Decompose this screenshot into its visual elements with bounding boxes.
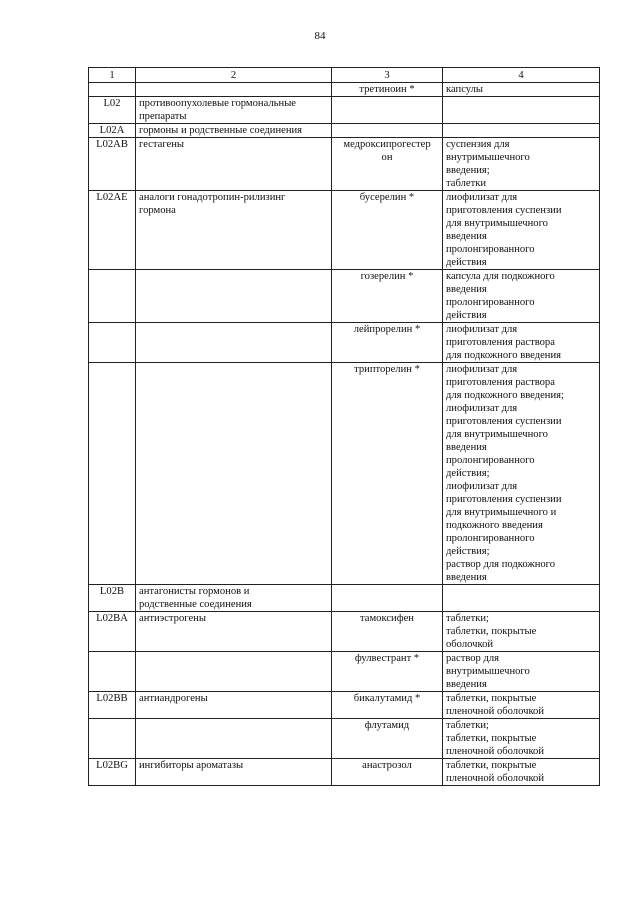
cell-text-line: внутримышечного (446, 152, 530, 163)
atc-code-cell: L02BG (89, 759, 136, 786)
drug-name-cell (332, 270, 443, 323)
column-header: 2 (136, 68, 332, 83)
cell-text-line: для внутримышечного (446, 218, 548, 229)
group-name-cell (136, 138, 332, 191)
cell-text-line: пролонгированного (446, 244, 535, 255)
dosage-form-cell (443, 759, 600, 786)
cell-text-line: капсула для подкожного (446, 271, 555, 282)
dosage-form-cell (443, 585, 600, 612)
cell-text-line: для внутримышечного (446, 429, 548, 440)
cell-text-line: оболочкой (446, 639, 494, 650)
dosage-form-cell (443, 612, 600, 652)
cell-text-line: приготовления суспензии (446, 416, 562, 427)
atc-code-cell: L02AB (89, 138, 136, 191)
group-name-cell (136, 612, 332, 652)
dosage-form-cell (443, 323, 600, 363)
drug-name-cell (332, 83, 443, 97)
dosage-form-cell (443, 652, 600, 692)
drug-name-cell (332, 124, 443, 138)
cell-text-line: капсулы (446, 84, 484, 95)
drug-table (88, 67, 600, 786)
cell-text-line: введения; (446, 165, 490, 176)
group-name-cell (136, 652, 332, 692)
group-name-cell (136, 585, 332, 612)
group-name-cell (136, 270, 332, 323)
drug-name-cell (332, 585, 443, 612)
drug-name-cell (332, 652, 443, 692)
cell-text-line: таблетки (446, 178, 487, 189)
table-row (89, 612, 600, 652)
table-body (89, 83, 600, 786)
cell-text-line: трипторелин * (354, 364, 420, 375)
atc-code-cell: L02 (89, 97, 136, 124)
cell-text-line: пленочной оболочкой (446, 706, 545, 717)
drug-name-cell (332, 191, 443, 270)
drug-name-cell (332, 719, 443, 759)
cell-text-line: подкожного введения (446, 520, 543, 531)
cell-text-line: бикалутамид * (353, 693, 421, 704)
group-name-cell (136, 97, 332, 124)
dosage-form-cell (443, 719, 600, 759)
cell-text-line: он (381, 152, 393, 163)
cell-text-line: для подкожного введения (446, 350, 562, 361)
cell-text-line: введения (446, 231, 487, 242)
cell-text-line: гормоны и родственные соединения (139, 125, 303, 136)
cell-text-line: внутримышечного (446, 666, 530, 677)
dosage-form-cell (443, 363, 600, 585)
cell-text-line: пролонгированного (446, 297, 535, 308)
cell-text-line: гестагены (139, 139, 185, 150)
atc-code-cell: L02BA (89, 612, 136, 652)
group-name-cell (136, 759, 332, 786)
table-row (89, 124, 600, 138)
group-name-cell (136, 363, 332, 585)
cell-text-line: пролонгированного (446, 533, 535, 544)
table-header-row (89, 68, 600, 83)
table-row (89, 138, 600, 191)
atc-code-cell (89, 270, 136, 323)
cell-text-line: для подкожного введения; (446, 390, 564, 401)
dosage-form-cell (443, 124, 600, 138)
cell-text-line: действия (446, 257, 487, 268)
drug-name-cell (332, 138, 443, 191)
group-name-cell (136, 323, 332, 363)
atc-code-cell (89, 652, 136, 692)
cell-text-line: флутамид (364, 720, 410, 731)
cell-text-line: лиофилизат для (446, 364, 518, 375)
column-header: 1 (89, 68, 136, 83)
cell-text-line: приготовления раствора (446, 377, 555, 388)
cell-text-line: лиофилизат для (446, 192, 518, 203)
cell-text-line: антагонисты гормонов и (139, 586, 250, 597)
cell-text-line: лиофилизат для (446, 481, 518, 492)
drug-name-cell (332, 612, 443, 652)
table-row (89, 585, 600, 612)
cell-text-line: лиофилизат для (446, 403, 518, 414)
table-row (89, 363, 600, 585)
table-row (89, 652, 600, 692)
cell-text-line: пленочной оболочкой (446, 773, 545, 784)
cell-text-line: антиандрогены (139, 693, 208, 704)
dosage-form-cell (443, 138, 600, 191)
atc-code-cell (89, 363, 136, 585)
atc-code-cell: L02B (89, 585, 136, 612)
cell-text-line: введения (446, 679, 487, 690)
cell-text-line: гормона (139, 205, 176, 216)
cell-text-line: лиофилизат для (446, 324, 518, 335)
column-header: 4 (443, 68, 600, 83)
cell-text-line: противоопухолевые гормональные (139, 98, 297, 109)
drug-name-cell (332, 97, 443, 124)
cell-text-line: фулвестрант * (354, 653, 420, 664)
cell-text-line: введения (446, 572, 487, 583)
cell-text-line: суспензия для (446, 139, 510, 150)
group-name-cell (136, 83, 332, 97)
cell-text-line: аналоги гонадотропин-рилизинг (139, 192, 286, 203)
table-row (89, 270, 600, 323)
cell-text-line: приготовления раствора (446, 337, 555, 348)
table-row (89, 759, 600, 786)
table-row (89, 83, 600, 97)
cell-text-line: введения (446, 442, 487, 453)
cell-text-line: таблетки, покрытые (446, 760, 537, 771)
cell-text-line: действия (446, 310, 487, 321)
cell-text-line: раствор для подкожного (446, 559, 556, 570)
page-number: 84 (314, 30, 326, 42)
atc-code-cell: L02AE (89, 191, 136, 270)
table-row (89, 191, 600, 270)
cell-text-line: бусерелин * (359, 192, 415, 203)
dosage-form-cell (443, 191, 600, 270)
dosage-form-cell (443, 270, 600, 323)
column-header: 3 (332, 68, 443, 83)
cell-text-line: родственные соединения (139, 599, 252, 610)
cell-text-line: таблетки, покрытые (446, 693, 537, 704)
cell-text-line: приготовления суспензии (446, 205, 562, 216)
cell-text-line: таблетки; (446, 720, 489, 731)
cell-text-line: таблетки; (446, 613, 489, 624)
cell-text-line: ингибиторы ароматазы (139, 760, 244, 771)
cell-text-line: антиэстрогены (139, 613, 206, 624)
atc-code-cell: L02BB (89, 692, 136, 719)
table-row (89, 97, 600, 124)
group-name-cell (136, 719, 332, 759)
drug-name-cell (332, 363, 443, 585)
dosage-form-cell (443, 97, 600, 124)
dosage-form-cell (443, 692, 600, 719)
cell-text-line: гозерелин * (360, 271, 414, 282)
cell-text-line: третиноин * (359, 84, 415, 95)
cell-text-line: действия; (446, 546, 490, 557)
dosage-form-cell (443, 83, 600, 97)
cell-text-line: медроксипрогестер (343, 139, 431, 150)
table-row (89, 719, 600, 759)
atc-code-cell (89, 719, 136, 759)
cell-text-line: анастрозол (362, 760, 412, 771)
drug-name-cell (332, 323, 443, 363)
cell-text-line: введения (446, 284, 487, 295)
group-name-cell (136, 692, 332, 719)
atc-code-cell (89, 323, 136, 363)
cell-text-line: препараты (139, 111, 187, 122)
cell-text-line: пролонгированного (446, 455, 535, 466)
group-name-cell (136, 191, 332, 270)
cell-text-line: приготовления суспензии (446, 494, 562, 505)
cell-text-line: тамоксифен (360, 613, 414, 624)
cell-text-line: таблетки, покрытые (446, 626, 537, 637)
cell-text-line: для внутримышечного и (446, 507, 557, 518)
cell-text-line: лейпрорелин * (353, 324, 421, 335)
cell-text-line: таблетки, покрытые (446, 733, 537, 744)
cell-text-line: действия; (446, 468, 490, 479)
drug-name-cell (332, 692, 443, 719)
group-name-cell (136, 124, 332, 138)
table-row (89, 692, 600, 719)
cell-text-line: раствор для (446, 653, 500, 664)
drug-name-cell (332, 759, 443, 786)
table-row (89, 323, 600, 363)
cell-text-line: пленочной оболочкой (446, 746, 545, 757)
atc-code-cell (89, 83, 136, 97)
atc-code-cell: L02A (89, 124, 136, 138)
